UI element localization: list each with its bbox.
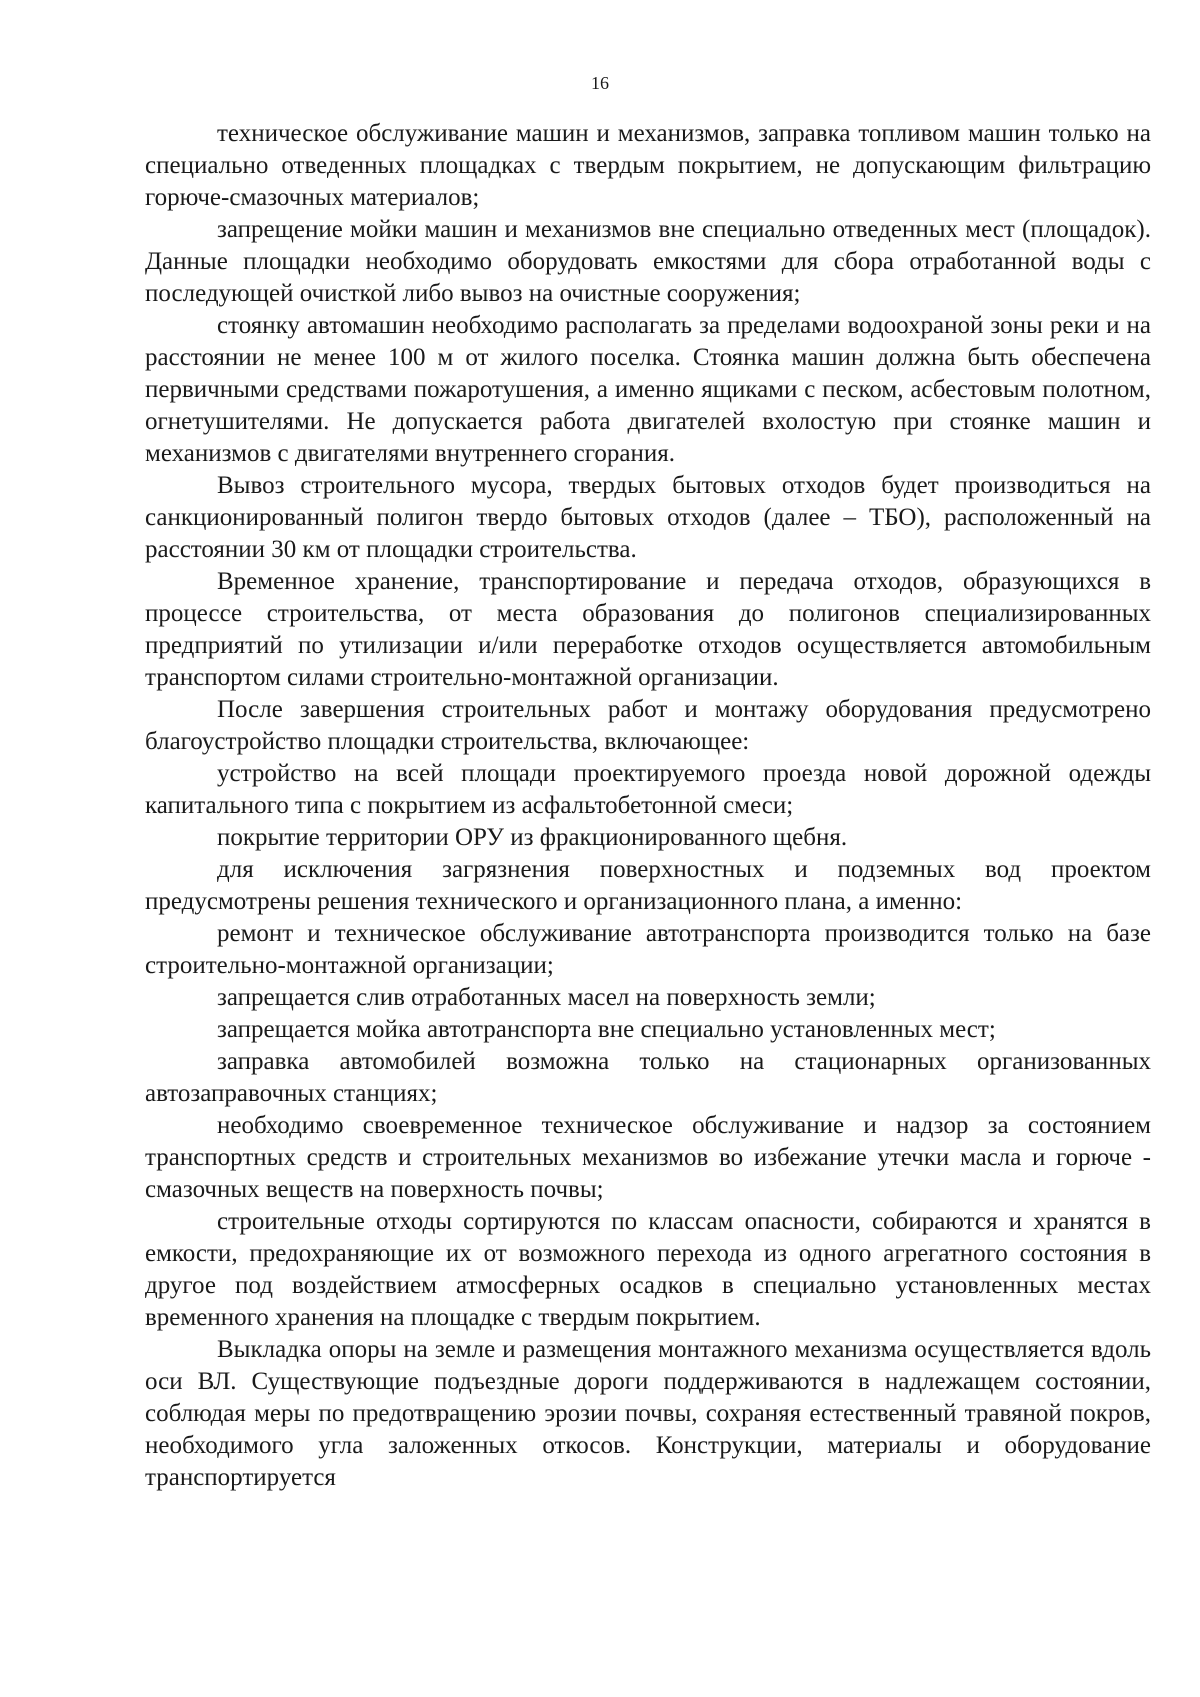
paragraph: После завершения строительных работ и монтажу оборудования предусмотрено благоустройство площадки строительства, включающее: [145, 696, 1151, 755]
document-body [145, 118, 1151, 1494]
paragraph: запрещается мойка автотранспорта вне специально установленных мест; [217, 1016, 996, 1043]
paragraph: ремонт и техническое обслуживание автотранспорта производится только на базе строительно-монтажной организации; [145, 920, 1151, 979]
paragraph: техническое обслуживание машин и механизмов, заправка топливом машин только на специально отведенных площадках с твердым покрытием, не допускающим фильтрацию горюче-смазочных материалов; [145, 120, 1151, 211]
paragraph: запрещается слив отработанных масел на поверхность земли; [217, 984, 876, 1011]
paragraph: покрытие территории ОРУ из фракционированного щебня. [217, 824, 848, 851]
paragraph: необходимо своевременное техническое обслуживание и надзор за состоянием транспортных средств и строительных механизмов во избежание утечки масла и горюче - смазочных веществ на поверхность почвы; [145, 1112, 1151, 1203]
paragraph: запрещение мойки машин и механизмов вне специально отведенных мест (площадок). Данные площадки необходимо оборудовать емкостями для сбора отработанной воды с последующей очисткой либо вывоз на очистные сооружения; [145, 216, 1151, 307]
paragraph: Выкладка опоры на земле и размещения монтажного механизма осуществляется вдоль оси ВЛ. Существующие подъездные дороги поддерживаются в надлежащем состоянии, соблюдая меры по предотвращению эрозии почвы, сохраняя естественный травяной покров, необходимого угла заложенных откосов. Конструкции, материалы и оборудование транспортируется [145, 1336, 1151, 1491]
paragraph: Вывоз строительного мусора, твердых бытовых отходов будет производиться на санкционированный полигон твердо бытовых отходов (далее – ТБО), расположенный на расстоянии 30 км от площадки строительства. [145, 472, 1151, 563]
paragraph: устройство на всей площади проектируемого проезда новой дорожной одежды капитального типа с покрытием из асфальтобетонной смеси; [145, 760, 1151, 819]
paragraph: Временное хранение, транспортирование и передача отходов, образующихся в процессе строительства, от места образования до полигонов специализированных предприятий по утилизации и/или переработке отходов осуществляется автомобильным транспортом силами строительно-монтажной организации. [145, 568, 1151, 691]
paragraph: строительные отходы сортируются по классам опасности, собираются и хранятся в емкости, предохраняющие их от возможного перехода из одного агрегатного состояния в другое под воздействием атмосферных осадков в специально установленных местах временного хранения на площадке с твердым покрытием. [145, 1208, 1151, 1331]
page-number: 16 [591, 73, 609, 93]
paragraph: стоянку автомашин необходимо располагать за пределами водоохраной зоны реки и на расстоянии не менее 100 м от жилого поселка. Стоянка машин должна быть обеспечена первичными средствами пожаротушения, а именно ящиками с песком, асбестовым полотном, огнетушителями. Не допускается работа двигателей вхолостую при стоянке машин и механизмов с двигателями внутреннего сгорания. [145, 312, 1151, 467]
paragraph: для исключения загрязнения поверхностных и подземных вод проектом предусмотрены решения технического и организационного плана, а именно: [145, 856, 1151, 915]
paragraph: заправка автомобилей возможна только на стационарных организованных автозаправочных станциях; [145, 1048, 1151, 1107]
